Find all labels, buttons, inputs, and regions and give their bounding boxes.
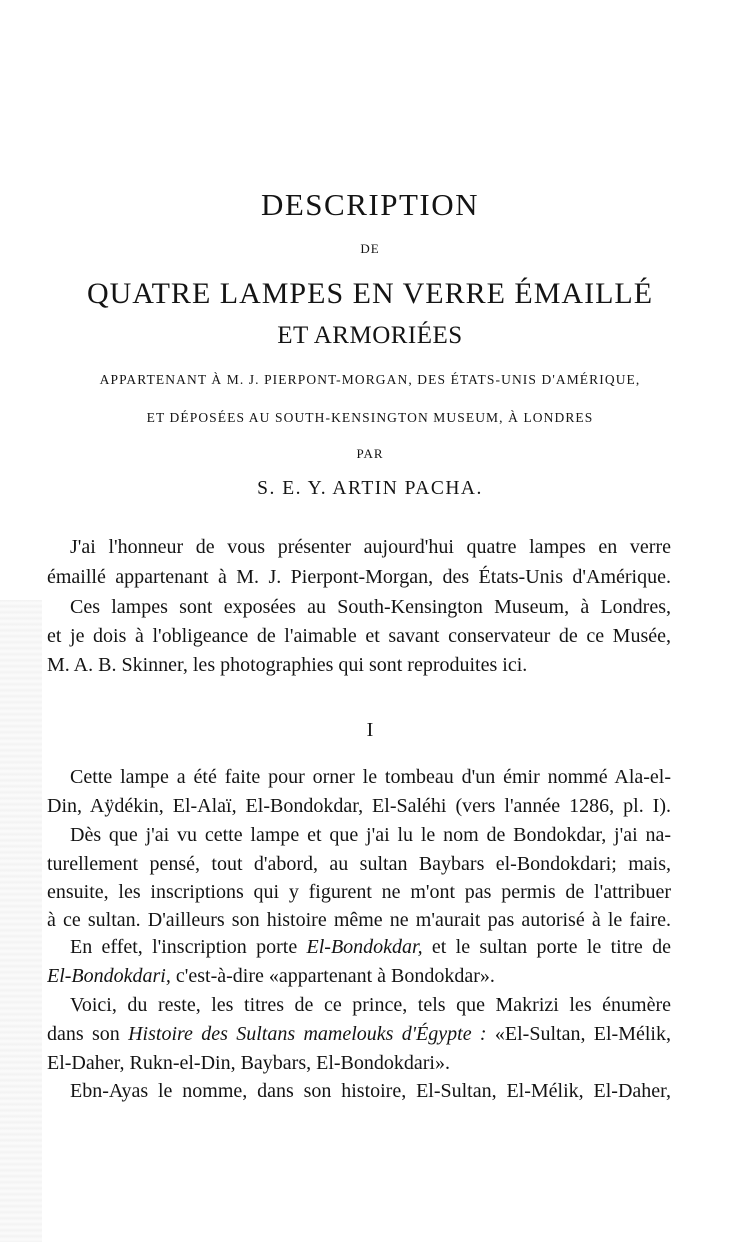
emphasis: El-Bondokdari, — [47, 965, 171, 987]
author: S. E. Y. ARTIN PACHA. — [257, 478, 483, 499]
body-line: dans son Histoire des Sultans mamelouks d'Égypte : «El-Sultan, El-Mélik, — [47, 1023, 671, 1045]
by-label: PAR — [356, 446, 384, 461]
intro-line: J'ai l'honneur de vous présenter aujourd'hui quatre lampes en verre — [70, 536, 671, 558]
section-number: I — [366, 719, 374, 741]
title: DESCRIPTION — [260, 187, 479, 222]
body-line: Din, Aÿdékin, El-Alaï, El-Bondokdar, El-Saléhi (vers l'année 1286, pl. I). — [47, 795, 671, 817]
body-line: ensuite, les inscriptions qui y figurent ne m'ont pas permis de l'attribuer — [47, 881, 671, 903]
body-line: En effet, l'inscription porte El-Bondokdar, et le sultan porte le titre de — [70, 936, 671, 958]
subtitle-line-2: ET ARMORIÉES — [277, 322, 463, 349]
body-line: Ebn-Ayas le nomme, dans son histoire, El-Sultan, El-Mélik, El-Daher, — [70, 1080, 671, 1102]
body-line: turellement pensé, tout d'abord, au sultan Baybars el-Bondokdari; mais, — [47, 853, 671, 875]
intro-line: émaillé appartenant à M. J. Pierpont-Morgan, des États-Unis d'Amérique. — [47, 566, 671, 588]
page-edge-shadow — [0, 600, 42, 1242]
body-line: El-Bondokdari, c'est-à-dire «appartenant à Bondokdar». — [47, 965, 495, 987]
body-line: Dès que j'ai vu cette lampe et que j'ai lu le nom de Bondokdar, j'ai na- — [70, 824, 671, 846]
body-line: à ce sultan. D'ailleurs son histoire même ne m'aurait pas autorisé à le faire. — [47, 909, 671, 931]
subtitle-line-1: QUATRE LAMPES EN VERRE ÉMAILLÉ — [86, 277, 654, 310]
owner-line-2: ET DÉPOSÉES AU SOUTH-KENSINGTON MUSEUM, À LONDRES — [146, 410, 594, 425]
intro-line: et je dois à l'obligeance de l'aimable et savant conservateur de ce Musée, — [47, 625, 671, 647]
body-line: El-Daher, Rukn-el-Din, Baybars, El-Bondokdari». — [47, 1052, 450, 1074]
owner-line-1: APPARTENANT À M. J. PIERPONT-MORGAN, DES ÉTATS-UNIS D'AMÉRIQUE, — [99, 372, 641, 387]
body-line: Voici, du reste, les titres de ce prince, tels que Makrizi les énumère — [70, 994, 671, 1016]
intro-line: M. A. B. Skinner, les photographies qui sont reproduites ici. — [47, 654, 528, 676]
emphasis: El-Bondokdar, — [306, 936, 423, 958]
body-line: Cette lampe a été faite pour orner le tombeau d'un émir nommé Ala-el- — [70, 766, 671, 788]
intro-line: Ces lampes sont exposées au South-Kensington Museum, à Londres, — [70, 596, 671, 618]
title-de: DE — [360, 241, 380, 256]
book-title: Histoire des Sultans mamelouks d'Égypte : — [128, 1023, 487, 1045]
